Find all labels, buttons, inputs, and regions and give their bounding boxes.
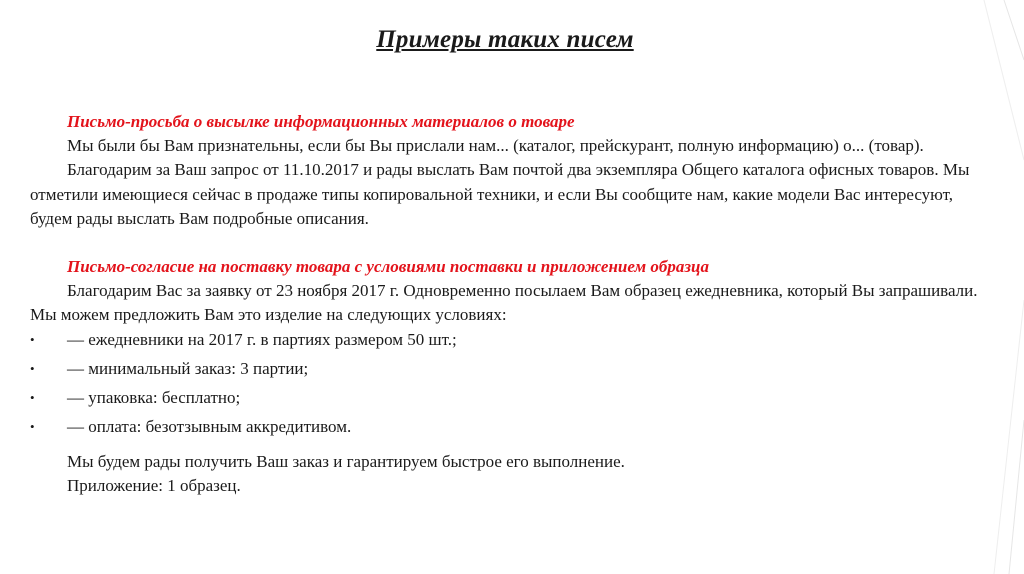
page-title: Примеры таких писем	[376, 26, 634, 53]
letter2-closing-2: Приложение: 1 образец.	[67, 475, 241, 495]
letter2-paragraph-1: Благодарим Вас за заявку от 23 ноября 2017 г. Одновременно посылаем Вам образец ежедневника, который Вы запрашивали. Мы можем предложить Вам это изделие на следующих условиях:	[30, 281, 978, 325]
spacer	[30, 231, 990, 255]
letter1-heading: Письмо-просьба о высылке информационных материалов о товаре	[67, 112, 575, 131]
letter2-closing-1: Мы будем рады получить Ваш заказ и гарантируем быстрое его выполнение.	[67, 451, 625, 471]
list-item-text: — ежедневники на 2017 г. в партиях размером 50 шт.;	[67, 329, 457, 349]
letters-content	[30, 110, 990, 498]
list-item	[30, 415, 990, 444]
list-item	[30, 328, 990, 357]
bullet-icon: •	[30, 331, 35, 347]
bullet-icon: •	[30, 389, 35, 405]
letter1-paragraph-2: Благодарим за Ваш запрос от 11.10.2017 и рады выслать Вам почтой два экземпляра Общего каталога офисных товаров. Мы отметили имеющиеся сейчас в продаже типы копировальной техники, и если Вы сообщите нам, какие модели Вас интересуют, будем рады выслать Вам подробные описания.	[30, 160, 970, 228]
conditions-list	[30, 328, 990, 444]
list-item-text: — упаковка: бесплатно;	[67, 387, 241, 407]
letter2-heading: Письмо-согласие на поставку товара с условиями поставки и приложением образца	[67, 257, 709, 277]
bullet-icon: •	[30, 418, 35, 434]
list-item-text: — минимальный заказ: 3 партии;	[67, 358, 309, 378]
list-item-text: — оплата: безотзывным аккредитивом.	[67, 416, 352, 436]
letter1-paragraph-1: Мы были бы Вам признательны, если бы Вы прислали нам... (каталог, прейскурант, полную информацию) о... (товар).	[67, 136, 924, 156]
list-item	[30, 357, 990, 386]
list-item	[30, 386, 990, 415]
bullet-icon: •	[30, 360, 35, 376]
